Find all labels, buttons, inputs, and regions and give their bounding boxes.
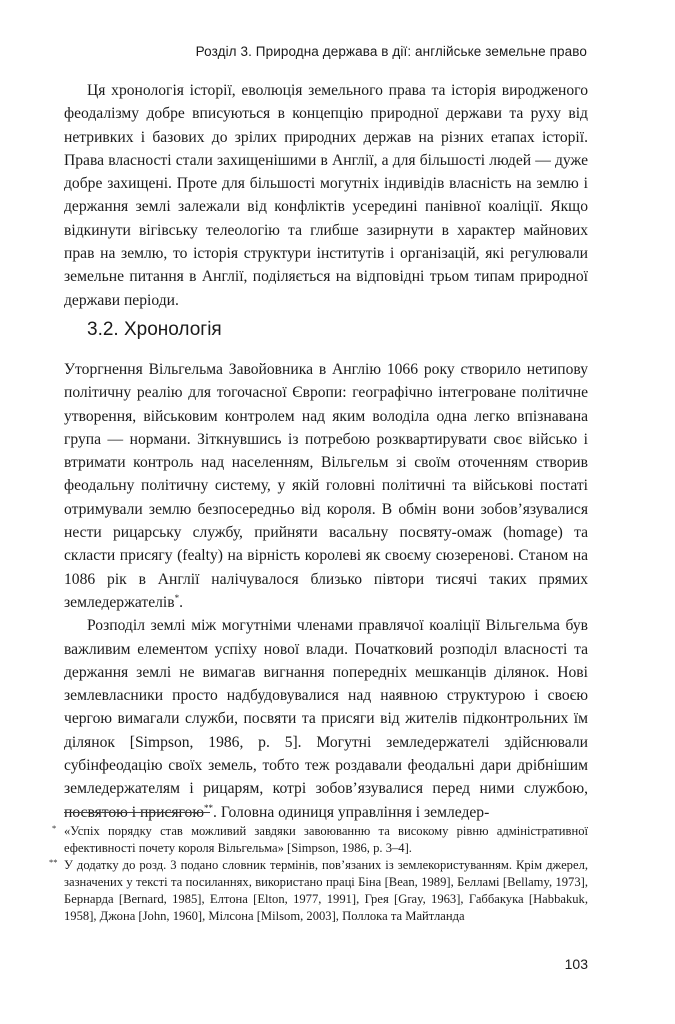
- paragraph-1-text: Уторгнення Вільгельма Завойовника в Англію 1066 року створило нетипову політичну реалію для тогочасної Європи: географічно інтегроване політичне утворення, військовим контролем над яким володіла одна легко впізнавана група — нормани. Зіткнувшись із потребою розквартирувати своє військо і втримати контроль над населенням, Вільгельм зі своїм оточенням створив феодальну політичну систему, у якій головні політичні та військові постаті отримували землю безпосередньо від короля. В обмін вони зобов’язувалися нести рицарську службу, прийняти васальну посвяту-омаж (homage) та скласти присягу (fealty) на вірність королеві як своєму сюзеренові. Станом на 1086 рік в Англії налічувалося близько півтори тисячі таких прямих земледержателів: [64, 361, 588, 611]
- page-number: 103: [564, 956, 588, 972]
- footnote-divider: [64, 812, 210, 813]
- footnote-2: [49, 857, 588, 925]
- footnote-1-text: «Успіх порядку став можливий завдяки завоюванню та високому рівню адміністративної ефективності почету короля Вільгельма» [Simpson, 1986, p. 3–4].: [64, 824, 588, 855]
- paragraph-2-text: Розподіл землі між могутніми членами правлячої коаліції Вільгельма був важливим елементом успіху нової влади. Початковий розподіл власності та держання землі не вимагав вигнання попередніх мешканців ділянок. Нові землевласники просто надбудовувалися над наявною структурою і своєю чергою вимагали служби, посвяти та присяги від жителів підконтрольних їм ділянок [Simpson, 1986, p. 5]. Могутні земледержателі здійснювали субінфеодацію своїх земель, тобто теж роздавали феодальні дари дрібнішим земледержателям і рицарям, котрі зобов’язувалися перед ними службою, посвятою і присягою: [64, 617, 588, 821]
- footnote-1-mark: *: [52, 823, 57, 833]
- footnotes: [49, 823, 588, 925]
- intro-block: [64, 79, 588, 312]
- section-paragraph-2: [64, 614, 588, 824]
- section-paragraph-1: Уторгнення Вільгельма Завойовника в Англію 1066 року створило нетипову політичну реалію для тогочасної Європи: географічно інтегроване політичне утворення, військовим контролем над яким володіла одна легко впізнавана група — нормани. Зіткнувшись із потребою розквартирувати своє військо і втримати контроль над населенням, Вільгельм зі своїм оточенням створив феодальну політичну систему, у якій головні політичні та військові постаті отримували землю безпосередньо від короля. В обмін вони зобов’язувалися нести рицарську службу, прийняти васальну посвяту-омаж (homage) та скласти присягу (fealty) на вірність королеві як своєму сюзеренові. Станом на 1086 рік в Англії налічувалося близько півтори тисячі таких прямих земледержателів*.: [64, 361, 588, 611]
- footnote-1: [52, 823, 588, 857]
- footnote-ref-2[interactable]: **: [204, 802, 214, 813]
- footnote-2-text: У додатку до розд. 3 подано словник термінів, пов’язаних із землекористуванням. Крім джерел, зазначених у тексті та посиланнях, використано праці Біна [Bean, 1989], Белламі [Bellamy, 1973], Бернарда [Bernard, 1985], Елтона [Elton, 1977, 1991], Грея [Gray, 1963], Габбакука [Habbakuk, 1958], Джона [John, 1960], Мілсона [Milsom, 2003], Поллока та Майтланда: [64, 858, 588, 923]
- paragraph-2-tail: . Головна одиниця управління і земледер-: [213, 803, 490, 821]
- section-body: [64, 358, 588, 824]
- footnote-2-mark: **: [49, 857, 58, 867]
- intro-paragraph: Ця хронологія історії, еволюція земельного права та історія виродженого феодалізму добре вписуються в концепцію природної держави та руху від нетривких і базових до зрілих природних держав на різних етапах історії. Права власності стали захищенішими в Англії, а для більшості людей — дуже добре захищені. Проте для більшості могутніх індивідів власність на землю і держання землі залежали від конфліктів усередині панівної коаліції. Якщо відкинути вігівську телеологію та глибше зазирнути в характер майнових прав на землю, то історія структури інститутів і організацій, які регулювали земельне питання в Англії, поділяється на відповідні трьом типам природної держави періоди.: [64, 82, 588, 309]
- running-head: Розділ 3. Природна держава в дії: англійське земельне право: [195, 44, 587, 59]
- section-heading: 3.2. Хронологія: [87, 319, 222, 340]
- footnote-ref-1[interactable]: *: [174, 592, 180, 603]
